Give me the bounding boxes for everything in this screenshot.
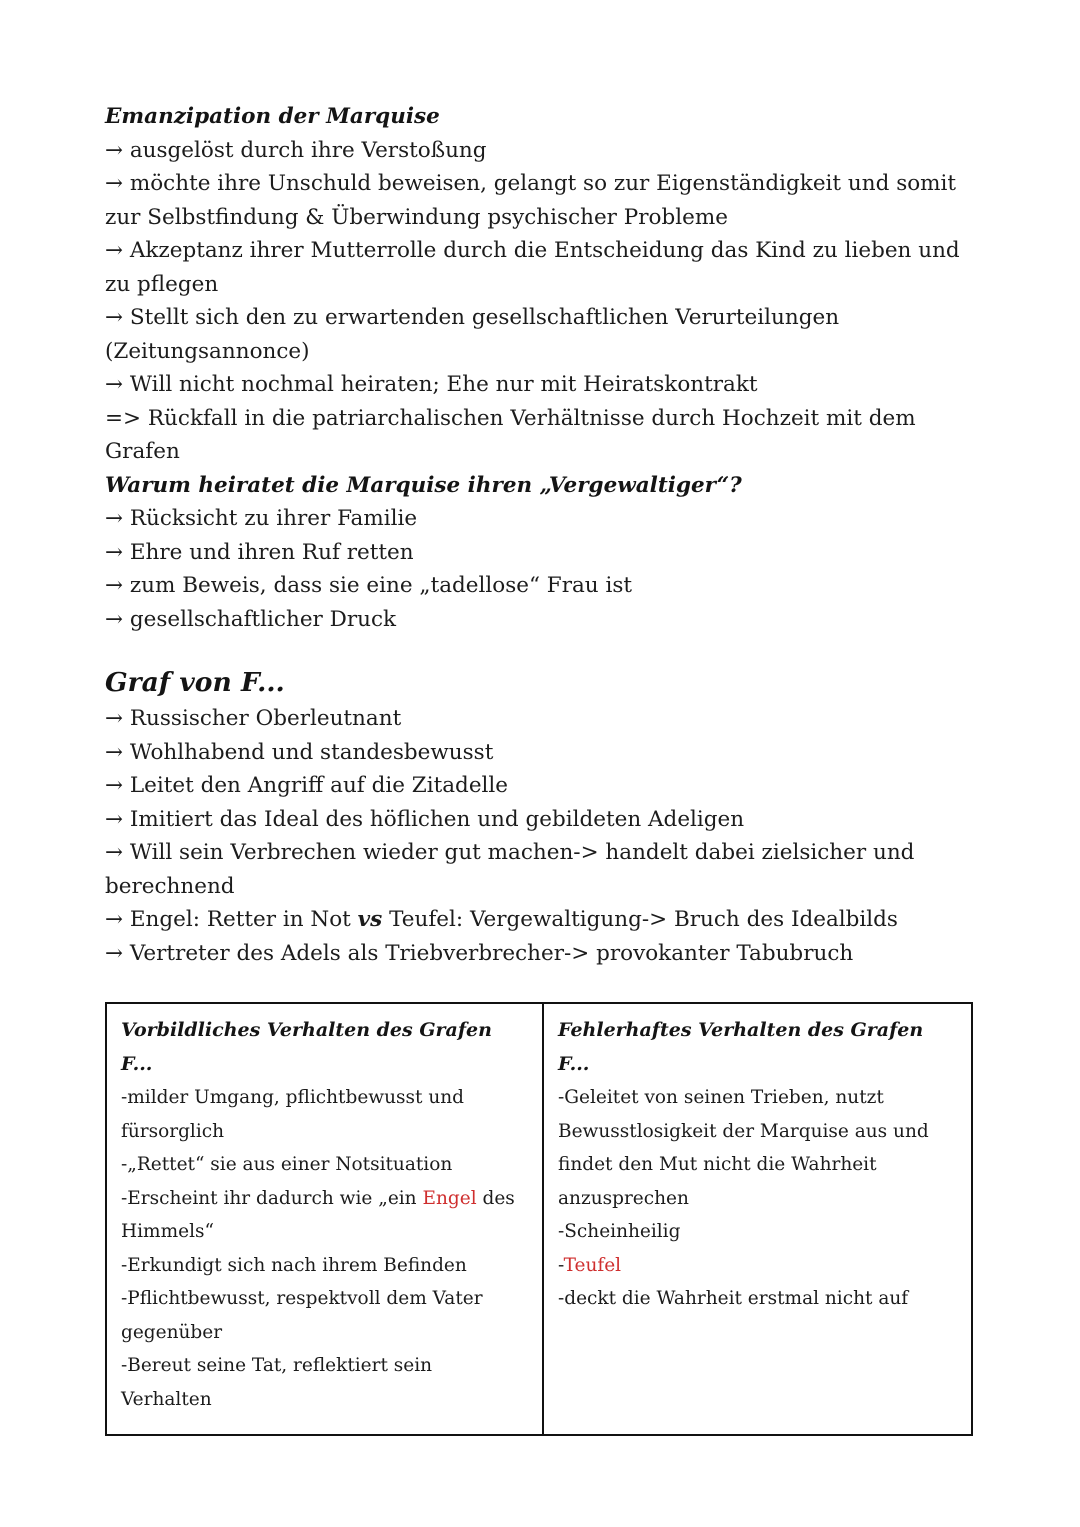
table-cell-fehlerhaft: [543, 1003, 972, 1435]
bullet-item: → Ehre und ihren Ruf retten: [105, 539, 414, 565]
bullet-item: → Russischer Oberleutnant: [105, 706, 402, 731]
table-header-fehlerhaft: Fehlerhaftes Verhalten des Grafen F...: [558, 1019, 924, 1075]
bullet-item: → Will sein Verbrechen wieder gut machen-> handelt dabei zielsicher und berechnend: [105, 840, 915, 899]
bullet-item: → Will nicht nochmal heiraten; Ehe nur mit Heiratskontrakt: [105, 372, 758, 397]
table-item: -Bereut seine Tat, reflektiert sein Verhalten: [121, 1355, 433, 1410]
bullet-item: → Wohlhabend und standesbewusst: [105, 739, 494, 765]
engel-line-suffix: des Himmels“: [121, 1187, 515, 1242]
section-heading: Graf von F...: [105, 667, 285, 698]
conclusion-item: => Rückfall in die patriarchalischen Verhältnisse durch Hochzeit mit dem Grafen: [105, 405, 916, 464]
table-item: -Pflichtbewusst, respektvoll dem Vater gegenüber: [121, 1288, 483, 1343]
bullet-item: → Imitiert das Ideal des höflichen und gebildeten Adeligen: [105, 806, 745, 832]
teufel-highlight: Teufel: [563, 1254, 622, 1276]
teufel-line-prefix: -: [558, 1254, 564, 1276]
bullet-item: → Leitet den Angriff auf die Zitadelle: [105, 773, 509, 798]
bullet-item: → ausgelöst durch ihre Verstoßung: [105, 137, 487, 163]
engel-line-prefix: -Erscheint ihr dadurch wie „ein: [121, 1187, 423, 1209]
table-item: -„Rettet“ sie aus einer Notsituation: [121, 1154, 453, 1175]
vs-line-prefix: → Engel: Retter in Not: [105, 907, 358, 932]
section-emanzipation: [105, 100, 975, 469]
table-item: -deckt die Wahrheit erstmal nicht auf: [558, 1288, 909, 1309]
table-header-vorbildlich: Vorbildliches Verhalten des Grafen F...: [121, 1019, 492, 1075]
vs-line-suffix: Teufel: Vergewaltigung-> Bruch des Idealbilds: [382, 907, 898, 932]
section-heading: Emanzipation der Marquise: [105, 104, 440, 129]
table-item-teufel: [558, 1249, 957, 1283]
bullet-item: → gesellschaftlicher Druck: [105, 606, 397, 632]
bullet-item: → zum Beweis, dass sie eine „tadellose“ Frau ist: [105, 573, 633, 598]
table-item: -Scheinheilig: [558, 1221, 681, 1242]
section-heading: Warum heiratet die Marquise ihren „Vergewaltiger“?: [105, 472, 742, 498]
bullet-item: → Akzeptanz ihrer Mutterrolle durch die Entscheidung das Kind zu lieben und zu pflegen: [105, 238, 960, 297]
bullet-item-engel-vs-teufel: [105, 903, 975, 937]
bullet-item: → möchte ihre Unschuld beweisen, gelangt so zur Eigenständigkeit und somit zur Selbstfindung & Überwindung psychischer Probleme: [105, 171, 957, 230]
section-warum-heiratet: [105, 469, 975, 637]
table-row: [106, 1003, 972, 1435]
engel-highlight: Engel: [422, 1187, 477, 1209]
vs-emphasis: vs: [357, 907, 383, 932]
verhalten-comparison-table: [105, 1002, 973, 1436]
bullet-item: → Stellt sich den zu erwartenden gesellschaftlichen Verurteilungen (Zeitungsannonce): [105, 305, 840, 364]
table-item: -Geleitet von seinen Trieben, nutzt Bewusstlosigkeit der Marquise aus und findet den Mut nicht die Wahrheit anzusprechen: [558, 1087, 929, 1209]
section-graf-von-f: [105, 664, 975, 970]
table-item: -Erkundigt sich nach ihrem Befinden: [121, 1254, 467, 1276]
table-item-engel: [121, 1182, 528, 1249]
bullet-item: → Rücksicht zu ihrer Familie: [105, 506, 418, 531]
table-cell-vorbildlich: [106, 1003, 543, 1435]
bullet-item: → Vertreter des Adels als Triebverbrecher-> provokanter Tabubruch: [105, 940, 854, 966]
table-item: -milder Umgang, pflichtbewusst und fürsorglich: [121, 1087, 464, 1142]
